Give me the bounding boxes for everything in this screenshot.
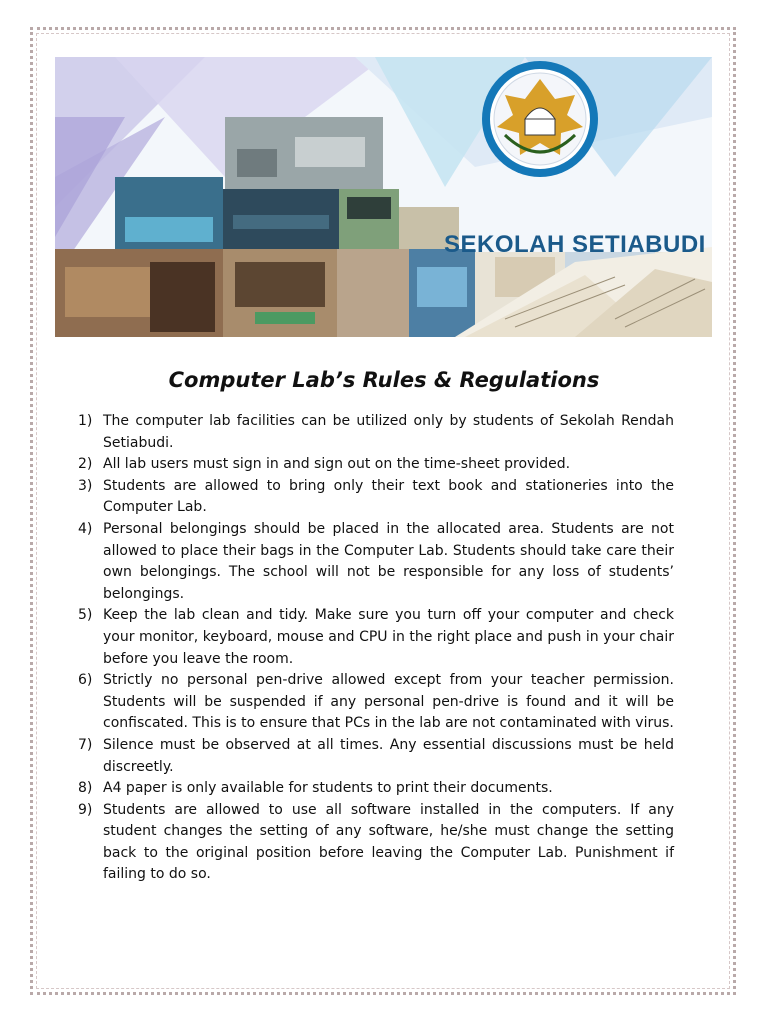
rule-text: Students are allowed to use all software installed in the computers. If any student changes the setting of any software, he/she must change the setting back to the original position before leaving the Computer Lab. Punishment if failing to do so. [103,801,674,883]
rule-number: 9) [78,801,93,818]
rule-item [78,476,674,519]
banner-collage [55,57,712,337]
rule-item [78,670,674,735]
rule-text: Keep the lab clean and tidy. Make sure you turn off your computer and check your monitor, keyboard, mouse and CPU in the right place and push in your chair before you leave the room. [103,607,674,667]
rule-number: 5) [78,607,93,624]
rule-text: All lab users must sign in and sign out on the time-sheet provided. [103,456,571,473]
rule-text: Silence must be observed at all times. Any essential discussions must be held discreetly. [103,736,674,775]
rule-text: Strictly no personal pen-drive allowed except from your teacher permission. Students will be suspended if any personal pen-drive is found and it will be confiscated. This is to ensure that PCs in the lab are not contaminated with virus. [103,672,674,732]
rule-item [78,454,674,476]
rule-item [78,519,674,605]
rule-text: A4 paper is only available for students to print their documents. [103,780,553,797]
page-title: Computer Lab’s Rules & Regulations [168,368,600,392]
school-name: SEKOLAH SETIABUDI [444,231,706,258]
banner [55,57,712,337]
rule-text: Students are allowed to bring only their text book and stationeries into the Computer Lab. [103,477,674,516]
rule-text: Personal belongings should be placed in the allocated area. Students are not allowed to place their bags in the Computer Lab. Students should take care their own belongings. The school will not be responsible for any loss of students’ belongings. [103,520,674,602]
rule-number: 3) [78,477,93,494]
rule-number: 7) [78,736,93,753]
rule-item [78,605,674,670]
rule-item [78,800,674,886]
rule-number: 8) [78,780,93,797]
rule-number: 2) [78,456,93,473]
rules-list [78,411,674,886]
rule-item [78,735,674,778]
rule-item [78,778,674,800]
rule-item [78,411,674,454]
rule-number: 1) [78,413,93,429]
rule-number: 6) [78,672,93,689]
rule-text: The computer lab facilities can be utilized only by students of Sekolah Rendah Setiabudi. [103,413,674,451]
rule-number: 4) [78,520,93,537]
